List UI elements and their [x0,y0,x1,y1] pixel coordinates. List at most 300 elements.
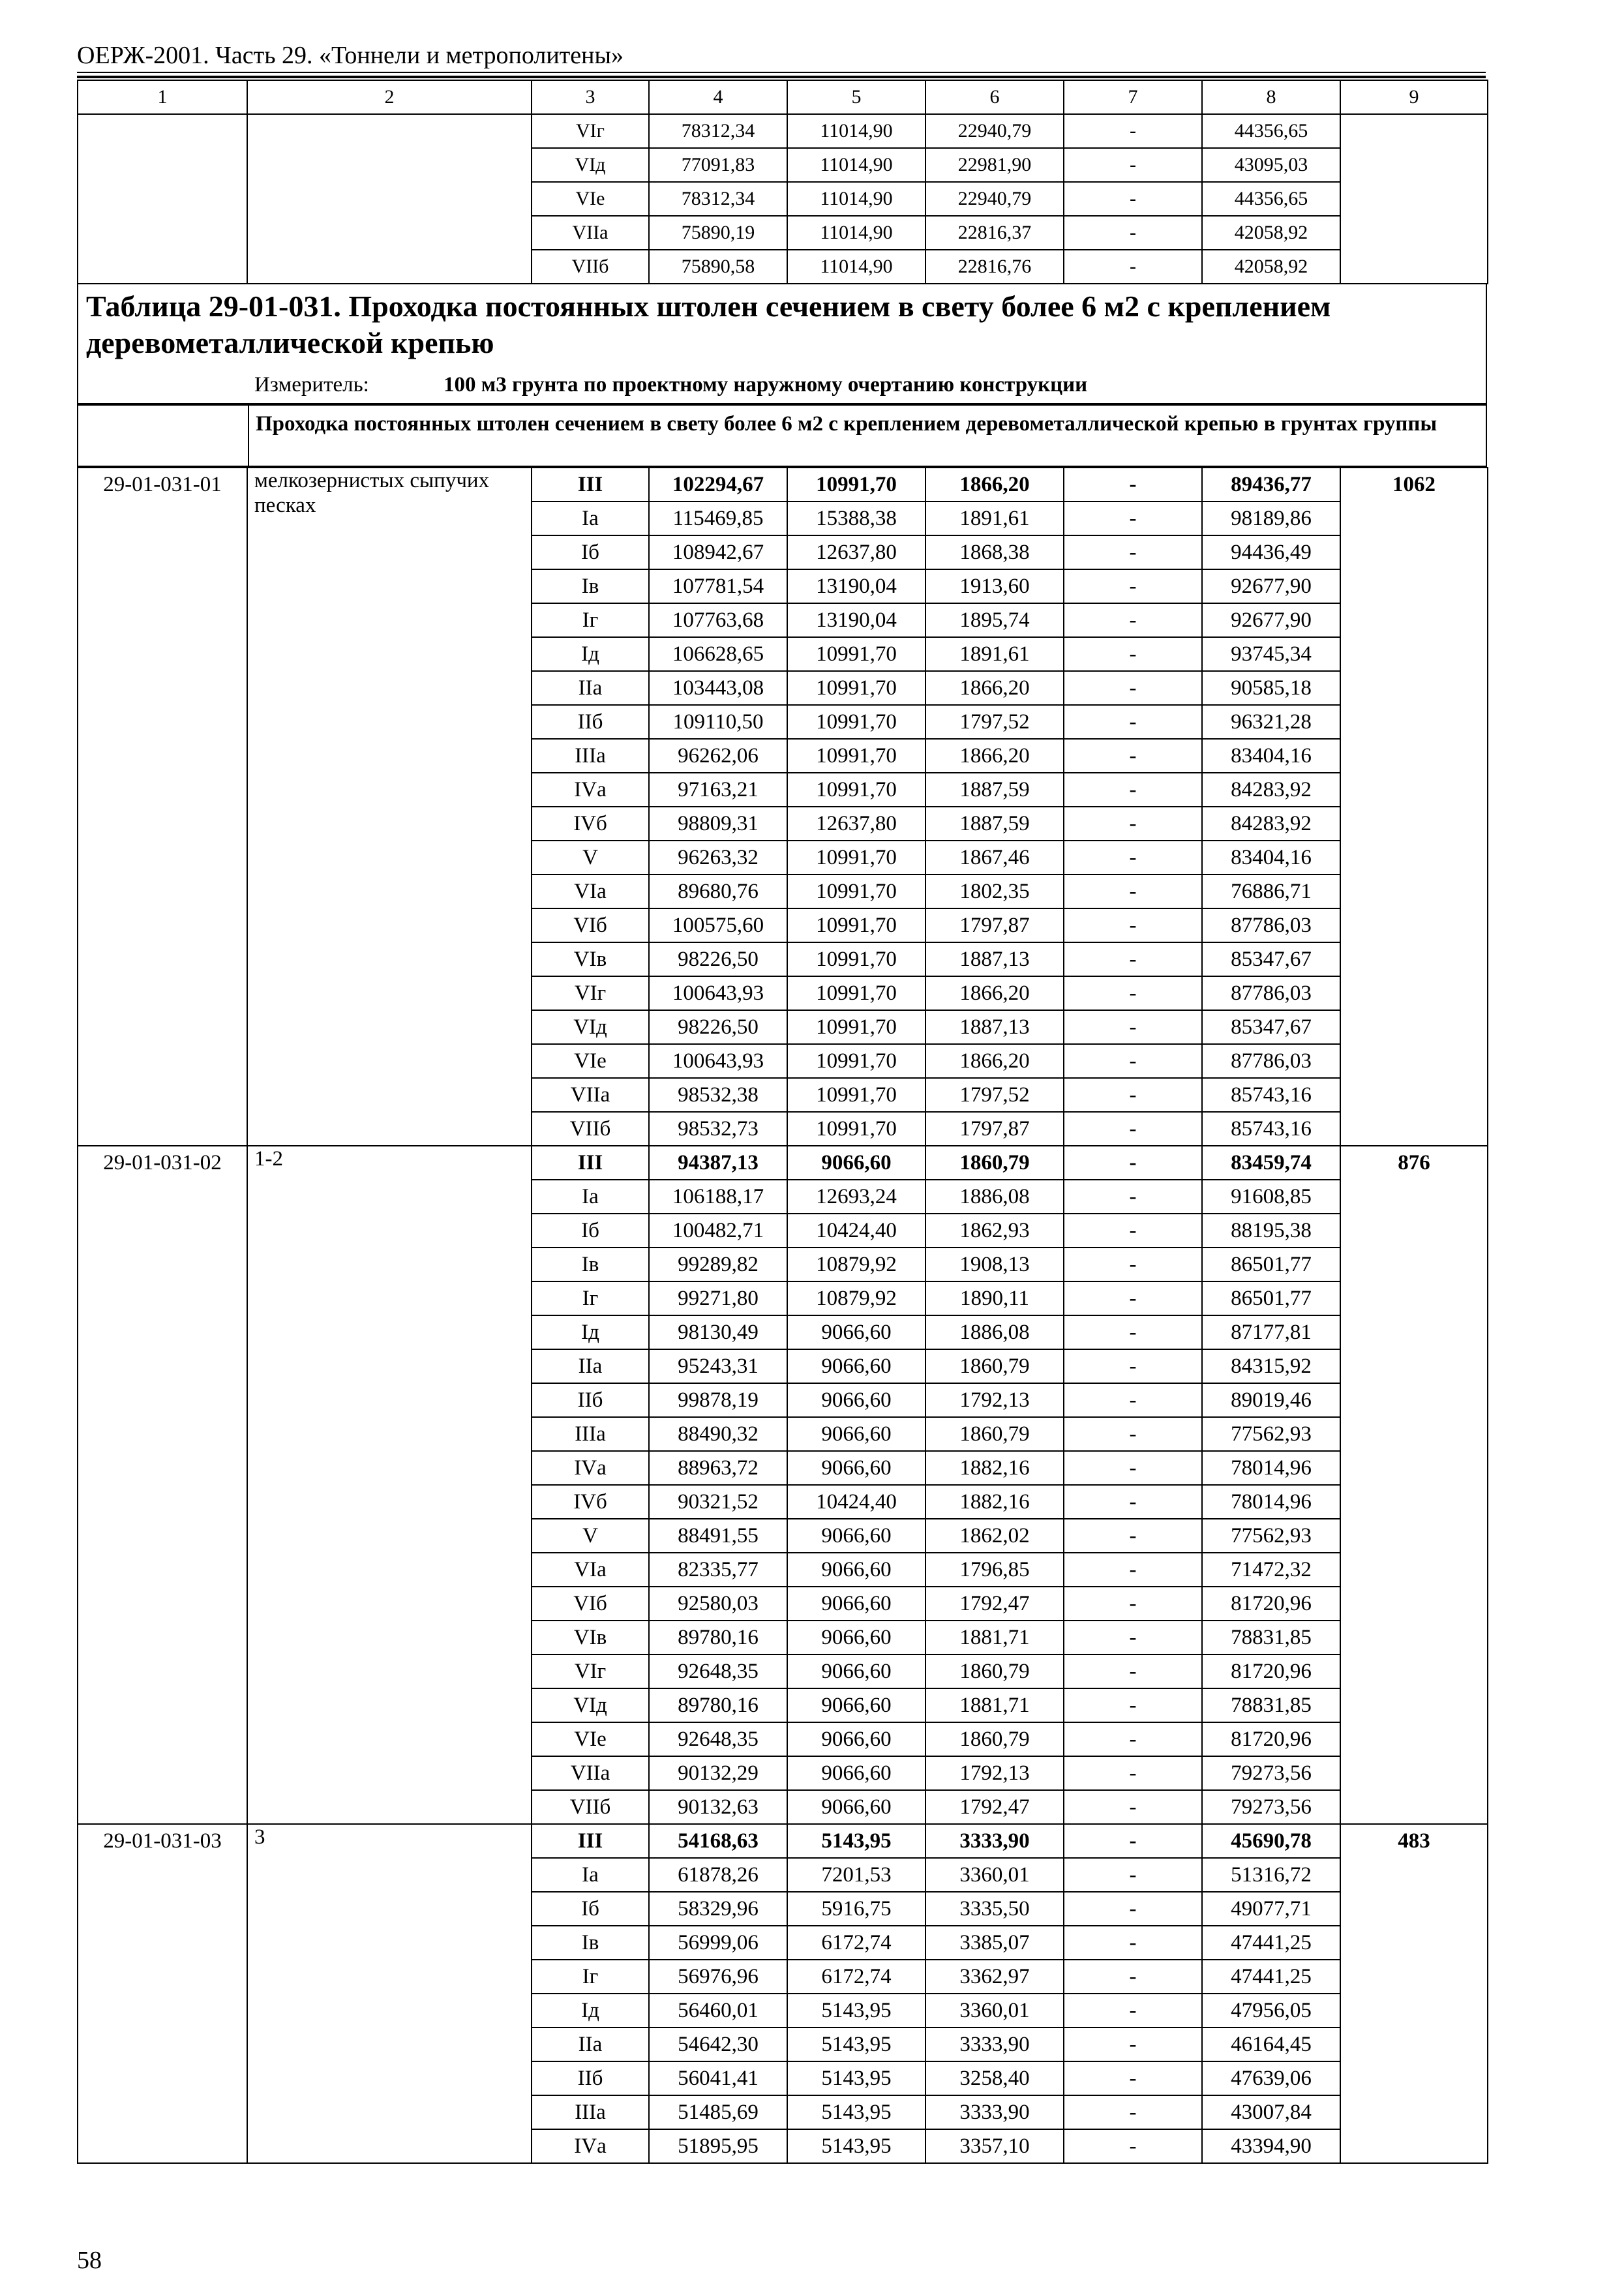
value-cell: 5143,95 [787,2061,925,2095]
value-cell: 106628,65 [649,637,787,671]
value-cell: 1866,20 [925,739,1064,773]
value-cell: 98189,86 [1202,501,1340,535]
value-cell: 1797,52 [925,1078,1064,1112]
value-cell: - [1064,1349,1202,1383]
value-cell: 9066,60 [787,1315,925,1349]
value-cell: 108942,67 [649,535,787,569]
value-cell: VIг [532,114,649,148]
value-cell: 85347,67 [1202,1010,1340,1044]
value-cell: 94387,13 [649,1146,787,1180]
value-cell: - [1064,1960,1202,1994]
value-cell: IVб [532,1485,649,1519]
value-cell: 93745,34 [1202,637,1340,671]
table-row [78,1824,1488,1858]
table-title-block [77,283,1487,404]
value-cell: IVа [532,773,649,807]
value-cell: - [1064,468,1202,501]
value-cell: 10991,70 [787,739,925,773]
value-cell: 99271,80 [649,1281,787,1315]
rates-table [77,467,1488,2164]
value-cell: 56041,41 [649,2061,787,2095]
value-cell: 1860,79 [925,1349,1064,1383]
value-cell: Iд [532,1994,649,2027]
value-cell: 54642,30 [649,2027,787,2061]
value-cell: 79273,56 [1202,1790,1340,1824]
value-cell: 88195,38 [1202,1214,1340,1248]
value-cell: - [1064,671,1202,705]
value-cell: 5143,95 [787,1824,925,1858]
value-cell: 87786,03 [1202,1044,1340,1078]
value-cell: 11014,90 [787,216,925,250]
value-cell: VIд [532,148,649,182]
page-number: 58 [77,2247,102,2274]
value-cell: 1792,13 [925,1756,1064,1790]
value-cell: 83459,74 [1202,1146,1340,1180]
value-cell: - [1064,908,1202,942]
value-cell: 88963,72 [649,1451,787,1485]
value-cell: 1866,20 [925,1044,1064,1078]
value-cell: 75890,19 [649,216,787,250]
value-cell: - [1064,1180,1202,1214]
value-cell: 103443,08 [649,671,787,705]
value-cell: 1866,20 [925,468,1064,501]
value-cell: 87177,81 [1202,1315,1340,1349]
value-cell: 22940,79 [925,114,1064,148]
value-cell: 10991,70 [787,705,925,739]
value-cell: VIе [532,182,649,216]
value-cell: 81720,96 [1202,1654,1340,1688]
value-cell: 56999,06 [649,1926,787,1960]
table-row [78,468,1488,501]
value-cell: - [1064,1248,1202,1281]
value-cell: Iг [532,603,649,637]
value-cell: - [1064,1688,1202,1722]
value-cell: IIб [532,705,649,739]
value-cell: VIд [532,1010,649,1044]
value-cell: 84315,92 [1202,1349,1340,1383]
value-cell: III [532,1824,649,1858]
soil-name: 3 [247,1824,532,2163]
value-cell: 98532,38 [649,1078,787,1112]
value-cell: 12693,24 [787,1180,925,1214]
value-cell: Iд [532,637,649,671]
value-cell: Iб [532,535,649,569]
value-cell: - [1064,2129,1202,2163]
value-cell: 9066,60 [787,1756,925,1790]
value-cell: - [1064,603,1202,637]
value-cell: 3360,01 [925,1994,1064,2027]
value-cell: VIе [532,1044,649,1078]
value-cell: 9066,60 [787,1417,925,1451]
value-cell: 107781,54 [649,569,787,603]
value-cell: 90585,18 [1202,671,1340,705]
value-cell: III [532,1146,649,1180]
value-cell: 44356,65 [1202,114,1340,148]
value-cell: - [1064,1654,1202,1688]
value-cell: 10991,70 [787,468,925,501]
value-cell: - [1064,942,1202,976]
value-cell: - [1064,2027,1202,2061]
value-cell: - [1064,739,1202,773]
value-cell: 12637,80 [787,807,925,841]
value-cell: 1860,79 [925,1654,1064,1688]
column-number-row [78,80,1488,114]
value-cell: 83404,16 [1202,841,1340,875]
subtitle-spacer [78,406,249,466]
value-cell: 3385,07 [925,1926,1064,1960]
value-cell: 42058,92 [1202,216,1340,250]
value-cell: VIг [532,976,649,1010]
value-cell: 100575,60 [649,908,787,942]
table-row [78,114,1488,148]
value-cell: 1891,61 [925,637,1064,671]
value-cell: - [1064,1383,1202,1417]
value-cell: 9066,60 [787,1790,925,1824]
value-cell: 1860,79 [925,1722,1064,1756]
value-cell: - [1064,250,1202,284]
value-cell: 89780,16 [649,1688,787,1722]
measure-label: Измеритель: [254,373,369,396]
value-cell: 1802,35 [925,875,1064,908]
value-cell: 9066,60 [787,1587,925,1621]
labor-total: 1062 [1340,468,1488,1146]
value-cell: - [1064,1892,1202,1926]
value-cell: 22981,90 [925,148,1064,182]
soil-name: 1-2 [247,1146,532,1824]
value-cell: Iв [532,569,649,603]
value-cell: 100643,93 [649,1044,787,1078]
table-title: Таблица 29-01-031. Проходка постоянных штолен сечением в свету более 6 м2 с креплением деревометаллической крепью [86,290,1331,359]
value-cell: - [1064,1078,1202,1112]
value-cell: 92648,35 [649,1654,787,1688]
value-cell: 3333,90 [925,1824,1064,1858]
value-cell: 44356,65 [1202,182,1340,216]
value-cell: 1891,61 [925,501,1064,535]
value-cell: 45690,78 [1202,1824,1340,1858]
value-cell: 10424,40 [787,1214,925,1248]
value-cell: 1887,13 [925,942,1064,976]
value-cell: 82335,77 [649,1553,787,1587]
value-cell: IIIа [532,2095,649,2129]
value-cell: - [1064,1722,1202,1756]
value-cell: 9066,60 [787,1349,925,1383]
value-cell: 77091,83 [649,148,787,182]
value-cell: - [1064,637,1202,671]
value-cell: 22816,76 [925,250,1064,284]
value-cell: 1868,38 [925,535,1064,569]
value-cell: 86501,77 [1202,1248,1340,1281]
value-cell: - [1064,1994,1202,2027]
value-cell: 1792,13 [925,1383,1064,1417]
value-cell: Iд [532,1315,649,1349]
value-cell: 58329,96 [649,1892,787,1926]
column-number: 6 [925,80,1064,114]
value-cell: - [1064,1146,1202,1180]
value-cell: 85743,16 [1202,1078,1340,1112]
value-cell: 88491,55 [649,1519,787,1553]
value-cell: 10879,92 [787,1281,925,1315]
value-cell: 3258,40 [925,2061,1064,2095]
column-number: 7 [1064,80,1202,114]
value-cell: VIв [532,942,649,976]
value-cell: 1797,87 [925,908,1064,942]
value-cell: 76886,71 [1202,875,1340,908]
value-cell: Iб [532,1214,649,1248]
value-cell: - [1064,535,1202,569]
value-cell: VIIа [532,1756,649,1790]
value-cell: - [1064,2061,1202,2095]
value-cell: - [1064,1621,1202,1654]
value-cell: - [1064,216,1202,250]
labor-total: 876 [1340,1146,1488,1824]
value-cell: Iа [532,1180,649,1214]
value-cell: - [1064,1756,1202,1790]
value-cell: - [1064,114,1202,148]
value-cell: 22940,79 [925,182,1064,216]
value-cell: 89780,16 [649,1621,787,1654]
value-cell: 1797,52 [925,705,1064,739]
value-cell: 1796,85 [925,1553,1064,1587]
value-cell: 1866,20 [925,671,1064,705]
value-cell: VIб [532,908,649,942]
value-cell: - [1064,1926,1202,1960]
total-cell [1340,114,1488,284]
value-cell: 56976,96 [649,1960,787,1994]
value-cell: 115469,85 [649,501,787,535]
header-rule-thick [77,76,1486,78]
value-cell: - [1064,1281,1202,1315]
value-cell: 96262,06 [649,739,787,773]
value-cell: IIIа [532,739,649,773]
value-cell: 5143,95 [787,2027,925,2061]
value-cell: 7201,53 [787,1858,925,1892]
value-cell: 91608,85 [1202,1180,1340,1214]
value-cell: 79273,56 [1202,1756,1340,1790]
rate-code: 29-01-031-03 [78,1824,247,2163]
table-subtitle: Проходка постоянных штолен сечением в свету более 6 м2 с креплением деревометаллической крепью в грунтах группы [256,412,1437,436]
value-cell: 3335,50 [925,1892,1064,1926]
value-cell: IVб [532,807,649,841]
value-cell: IIа [532,2027,649,2061]
value-cell: - [1064,841,1202,875]
value-cell: VIа [532,875,649,908]
value-cell: 84283,92 [1202,807,1340,841]
value-cell: - [1064,1044,1202,1078]
value-cell: 1881,71 [925,1688,1064,1722]
value-cell: 1860,79 [925,1146,1064,1180]
value-cell: 3362,97 [925,1960,1064,1994]
value-cell: - [1064,2095,1202,2129]
value-cell: VIIа [532,216,649,250]
value-cell: 10991,70 [787,976,925,1010]
value-cell: 83404,16 [1202,739,1340,773]
running-header: ОЕРЖ-2001. Часть 29. «Тоннели и метрополитены» [77,42,624,69]
value-cell: 22816,37 [925,216,1064,250]
value-cell: 47956,05 [1202,1994,1340,2027]
value-cell: 5916,75 [787,1892,925,1926]
value-cell: 1913,60 [925,569,1064,603]
rate-code: 29-01-031-01 [78,468,247,1146]
value-cell: 10991,70 [787,1112,925,1146]
value-cell: Iа [532,1858,649,1892]
value-cell: 92677,90 [1202,603,1340,637]
value-cell: 92648,35 [649,1722,787,1756]
name-cell [247,114,532,284]
value-cell: 9066,60 [787,1146,925,1180]
value-cell: 107763,68 [649,603,787,637]
value-cell: 51316,72 [1202,1858,1340,1892]
value-cell: 92580,03 [649,1587,787,1621]
value-cell: 51895,95 [649,2129,787,2163]
value-cell: VIа [532,1553,649,1587]
value-cell: 10991,70 [787,908,925,942]
value-cell: 9066,60 [787,1654,925,1688]
value-cell: 78014,96 [1202,1485,1340,1519]
value-cell: 43394,90 [1202,2129,1340,2163]
value-cell: 9066,60 [787,1722,925,1756]
value-cell: 10991,70 [787,637,925,671]
value-cell: 11014,90 [787,114,925,148]
value-cell: 51485,69 [649,2095,787,2129]
column-number: 8 [1202,80,1340,114]
value-cell: 3360,01 [925,1858,1064,1892]
value-cell: 98226,50 [649,1010,787,1044]
value-cell: 77562,93 [1202,1417,1340,1451]
value-cell: III [532,468,649,501]
table-row [78,1146,1488,1180]
value-cell: - [1064,1451,1202,1485]
value-cell: 1887,59 [925,807,1064,841]
value-cell: 98809,31 [649,807,787,841]
value-cell: 10991,70 [787,1078,925,1112]
header-rule [77,72,1486,73]
value-cell: - [1064,1417,1202,1451]
value-cell: 47639,06 [1202,2061,1340,2095]
value-cell: 47441,25 [1202,1960,1340,1994]
value-cell: 47441,25 [1202,1926,1340,1960]
value-cell: 1887,59 [925,773,1064,807]
value-cell: - [1064,1858,1202,1892]
column-number: 2 [247,80,532,114]
value-cell: 1882,16 [925,1485,1064,1519]
value-cell: 71472,32 [1202,1553,1340,1587]
value-cell: VIд [532,1688,649,1722]
value-cell: 1862,02 [925,1519,1064,1553]
measure-value: 100 м3 грунта по проектному наружному очертанию конструкции [444,373,1088,396]
value-cell: - [1064,875,1202,908]
value-cell: 100482,71 [649,1214,787,1248]
value-cell: - [1064,1315,1202,1349]
value-cell: Iг [532,1960,649,1994]
value-cell: 61878,26 [649,1858,787,1892]
value-cell: 9066,60 [787,1383,925,1417]
value-cell: - [1064,501,1202,535]
value-cell: 90132,63 [649,1790,787,1824]
value-cell: - [1064,182,1202,216]
value-cell: 109110,50 [649,705,787,739]
value-cell: 13190,04 [787,569,925,603]
value-cell: 78312,34 [649,182,787,216]
value-cell: 10424,40 [787,1485,925,1519]
value-cell: 11014,90 [787,250,925,284]
value-cell: 10991,70 [787,841,925,875]
value-cell: 89436,77 [1202,468,1340,501]
value-cell: 5143,95 [787,2095,925,2129]
soil-name: мелкозернистых сыпучих песках [247,468,532,1146]
value-cell: - [1064,148,1202,182]
value-cell: 1890,11 [925,1281,1064,1315]
value-cell: - [1064,1010,1202,1044]
value-cell: 89019,46 [1202,1383,1340,1417]
value-cell: 98226,50 [649,942,787,976]
value-cell: 5143,95 [787,1994,925,2027]
value-cell: 1862,93 [925,1214,1064,1248]
value-cell: 100643,93 [649,976,787,1010]
value-cell: 75890,58 [649,250,787,284]
value-cell: VIб [532,1587,649,1621]
column-number: 3 [532,80,649,114]
rate-code: 29-01-031-02 [78,1146,247,1824]
value-cell: 106188,17 [649,1180,787,1214]
value-cell: 78014,96 [1202,1451,1340,1485]
value-cell: 88490,32 [649,1417,787,1451]
value-cell: - [1064,1824,1202,1858]
value-cell: 96263,32 [649,841,787,875]
value-cell: Iа [532,501,649,535]
value-cell: 86501,77 [1202,1281,1340,1315]
labor-total: 483 [1340,1824,1488,2163]
value-cell: IIб [532,1383,649,1417]
value-cell: 10991,70 [787,1044,925,1078]
continued-table [77,80,1488,284]
value-cell: 1886,08 [925,1315,1064,1349]
value-cell: 95243,31 [649,1349,787,1383]
value-cell: 1866,20 [925,976,1064,1010]
value-cell: 3333,90 [925,2027,1064,2061]
value-cell: - [1064,807,1202,841]
value-cell: 1882,16 [925,1451,1064,1485]
value-cell: 84283,92 [1202,773,1340,807]
value-cell: Iг [532,1281,649,1315]
value-cell: VIIб [532,1790,649,1824]
value-cell: IIб [532,2061,649,2095]
value-cell: 85347,67 [1202,942,1340,976]
value-cell: 94436,49 [1202,535,1340,569]
value-cell: 5143,95 [787,2129,925,2163]
value-cell: 1792,47 [925,1587,1064,1621]
value-cell: 3333,90 [925,2095,1064,2129]
value-cell: 1797,87 [925,1112,1064,1146]
subtitle-block [77,404,1487,467]
value-cell: Iв [532,1926,649,1960]
value-cell: 3357,10 [925,2129,1064,2163]
value-cell: 43007,84 [1202,2095,1340,2129]
value-cell: VIIб [532,1112,649,1146]
value-cell: 11014,90 [787,148,925,182]
value-cell: 97163,21 [649,773,787,807]
value-cell: 42058,92 [1202,250,1340,284]
value-cell: 78831,85 [1202,1688,1340,1722]
value-cell: 56460,01 [649,1994,787,2027]
value-cell: VIе [532,1722,649,1756]
value-cell: 54168,63 [649,1824,787,1858]
value-cell: 85743,16 [1202,1112,1340,1146]
value-cell: 11014,90 [787,182,925,216]
value-cell: 9066,60 [787,1621,925,1654]
value-cell: 92677,90 [1202,569,1340,603]
value-cell: 96321,28 [1202,705,1340,739]
value-cell: - [1064,1790,1202,1824]
